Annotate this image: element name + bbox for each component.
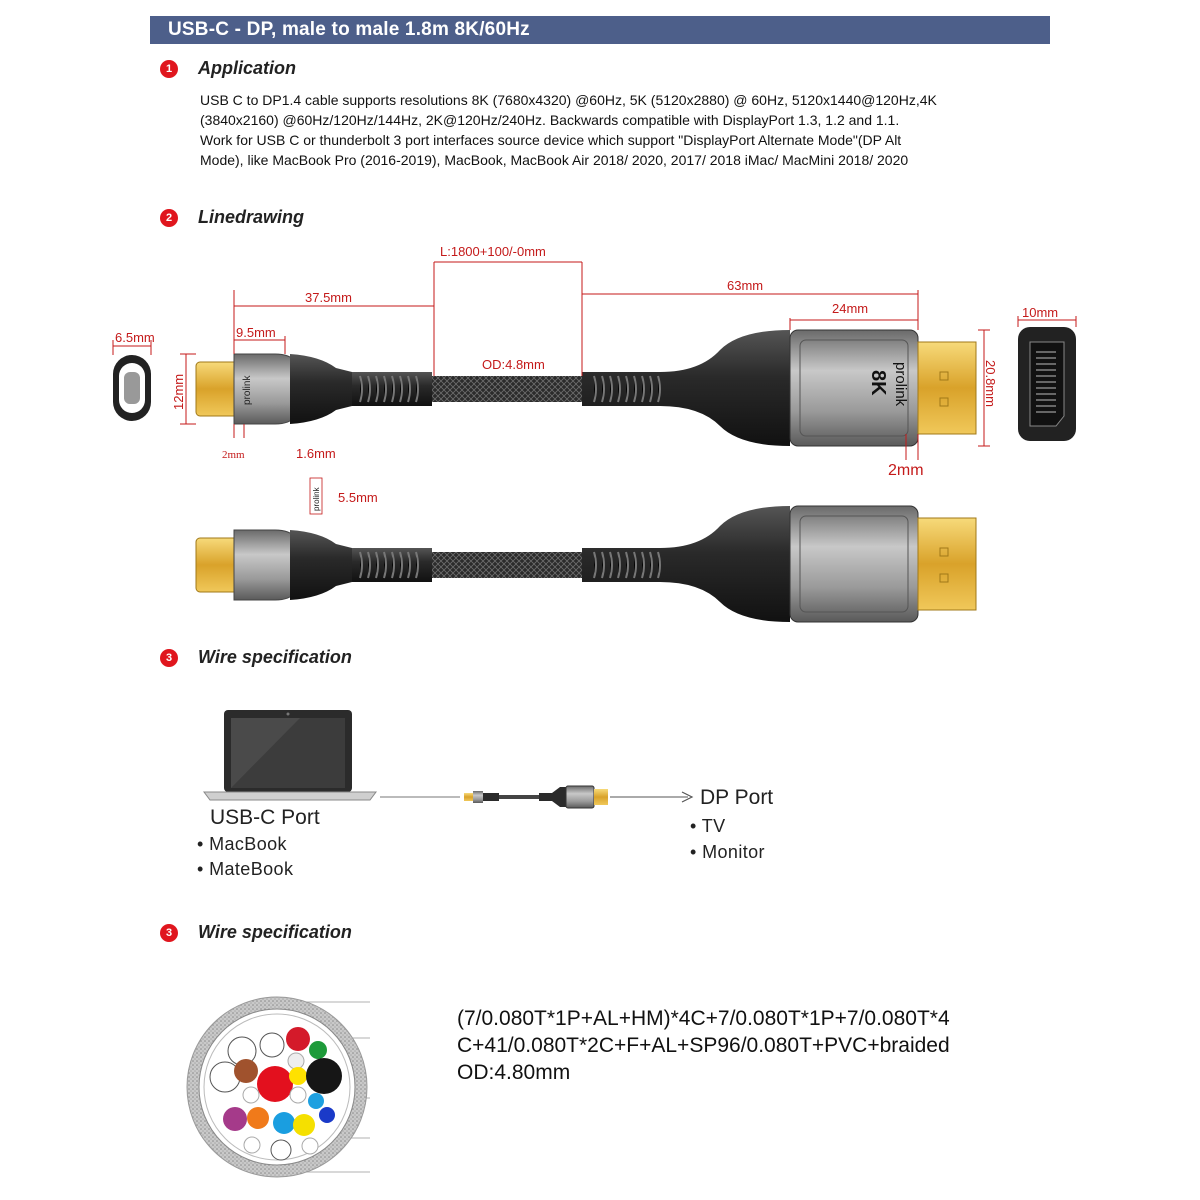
dp-grip-lines — [594, 376, 660, 402]
dim-logo-height: 5.5mm — [338, 490, 378, 505]
section-number-badge: 3 — [160, 649, 178, 667]
dim-dp-height: 20.8mm — [983, 360, 998, 407]
dim-dp-2mm: 2mm — [888, 462, 924, 479]
target-port-label: DP Port — [700, 786, 774, 809]
target-device-item: • Monitor — [690, 842, 765, 862]
cable-cross-section — [180, 995, 380, 1185]
dp-boot — [582, 330, 790, 446]
mini-cable-icon — [464, 786, 608, 808]
braided-cable — [432, 376, 582, 402]
wire-spec-text — [457, 1005, 1017, 1086]
spec-line: (7/0.080T*1P+AL+HM)*4C+7/0.080T*1P+7/0.080T*4 — [457, 1007, 950, 1030]
dp-plug — [918, 342, 976, 434]
dim-dp-body: 24mm — [832, 301, 869, 316]
laptop-icon — [204, 710, 376, 800]
section-number-badge: 2 — [160, 209, 178, 227]
dim-logo-width: 1.6mm — [296, 446, 336, 461]
dim-usb-2mm: 2mm — [222, 449, 245, 461]
description-line: Work for USB C or thunderbolt 3 port interfaces source device which support "DisplayPort Alternate Mode"(DP Alt — [200, 132, 902, 148]
dim-length: L:1800+100/-0mm — [440, 244, 546, 259]
source-device-item: • MacBook — [197, 834, 287, 854]
dim-od: OD:4.8mm — [482, 357, 545, 372]
dim-usb-face: 6.5mm — [115, 330, 155, 345]
logo-sample: prolink — [312, 487, 321, 511]
usb-c-boot — [290, 354, 352, 424]
section-number-badge: 1 — [160, 60, 178, 78]
usb-c-tip — [196, 362, 238, 416]
bottom-cable-drawing — [196, 506, 976, 622]
spec-line: OD:4.80mm — [457, 1061, 571, 1084]
usb-brand-logo: prolink — [242, 375, 253, 405]
section-title: Wire specification — [198, 922, 352, 942]
description-line: (3840x2160) @60Hz/120Hz/144Hz, 2K@120Hz/240Hz. Backwards compatible with DisplayPort 1.3, 1.2 and 1.1. — [200, 112, 900, 128]
description-line: Mode), like MacBook Pro (2016-2019), MacBook, MacBook Air 2018/ 2020, 2017/ 2018 iMac/ MacMini 2018/ 2020 — [200, 152, 909, 168]
source-device-item: • MateBook — [197, 859, 294, 879]
page-title: USB-C - DP, male to male 1.8m 8K/60Hz — [168, 19, 530, 40]
cable-line-drawing — [0, 230, 1200, 630]
target-device-item: • TV — [690, 816, 726, 836]
section-number-badge: 3 — [160, 924, 178, 942]
dim-dp-length: 63mm — [727, 278, 764, 293]
title-bar — [150, 16, 1050, 44]
application-description — [200, 90, 1010, 170]
connection-diagram — [0, 700, 1200, 810]
dim-usb-tip: 9.5mm — [236, 325, 276, 340]
dim-usb-height: 12mm — [171, 373, 186, 410]
dp-brand-logo: prolink — [892, 362, 909, 407]
top-cable-drawing — [113, 244, 1076, 514]
section-title: Application — [198, 58, 296, 78]
description-line: USB C to DP1.4 cable supports resolutions 8K (7680x4320) @60Hz, 5K (5120x2880) @ 60Hz, 5120x1440@120Hz,4K — [200, 92, 937, 108]
dim-dp-face: 10mm — [1022, 305, 1059, 320]
source-port-label: USB-C Port — [210, 806, 320, 829]
section-title: Linedrawing — [198, 207, 305, 227]
section-title: Wire specification — [198, 647, 352, 667]
dp-8k-badge: 8K — [867, 370, 889, 396]
dim-usb-length: 37.5mm — [305, 290, 352, 305]
spec-line: C+41/0.080T*2C+F+AL+SP96/0.080T+PVC+braided — [457, 1034, 950, 1057]
